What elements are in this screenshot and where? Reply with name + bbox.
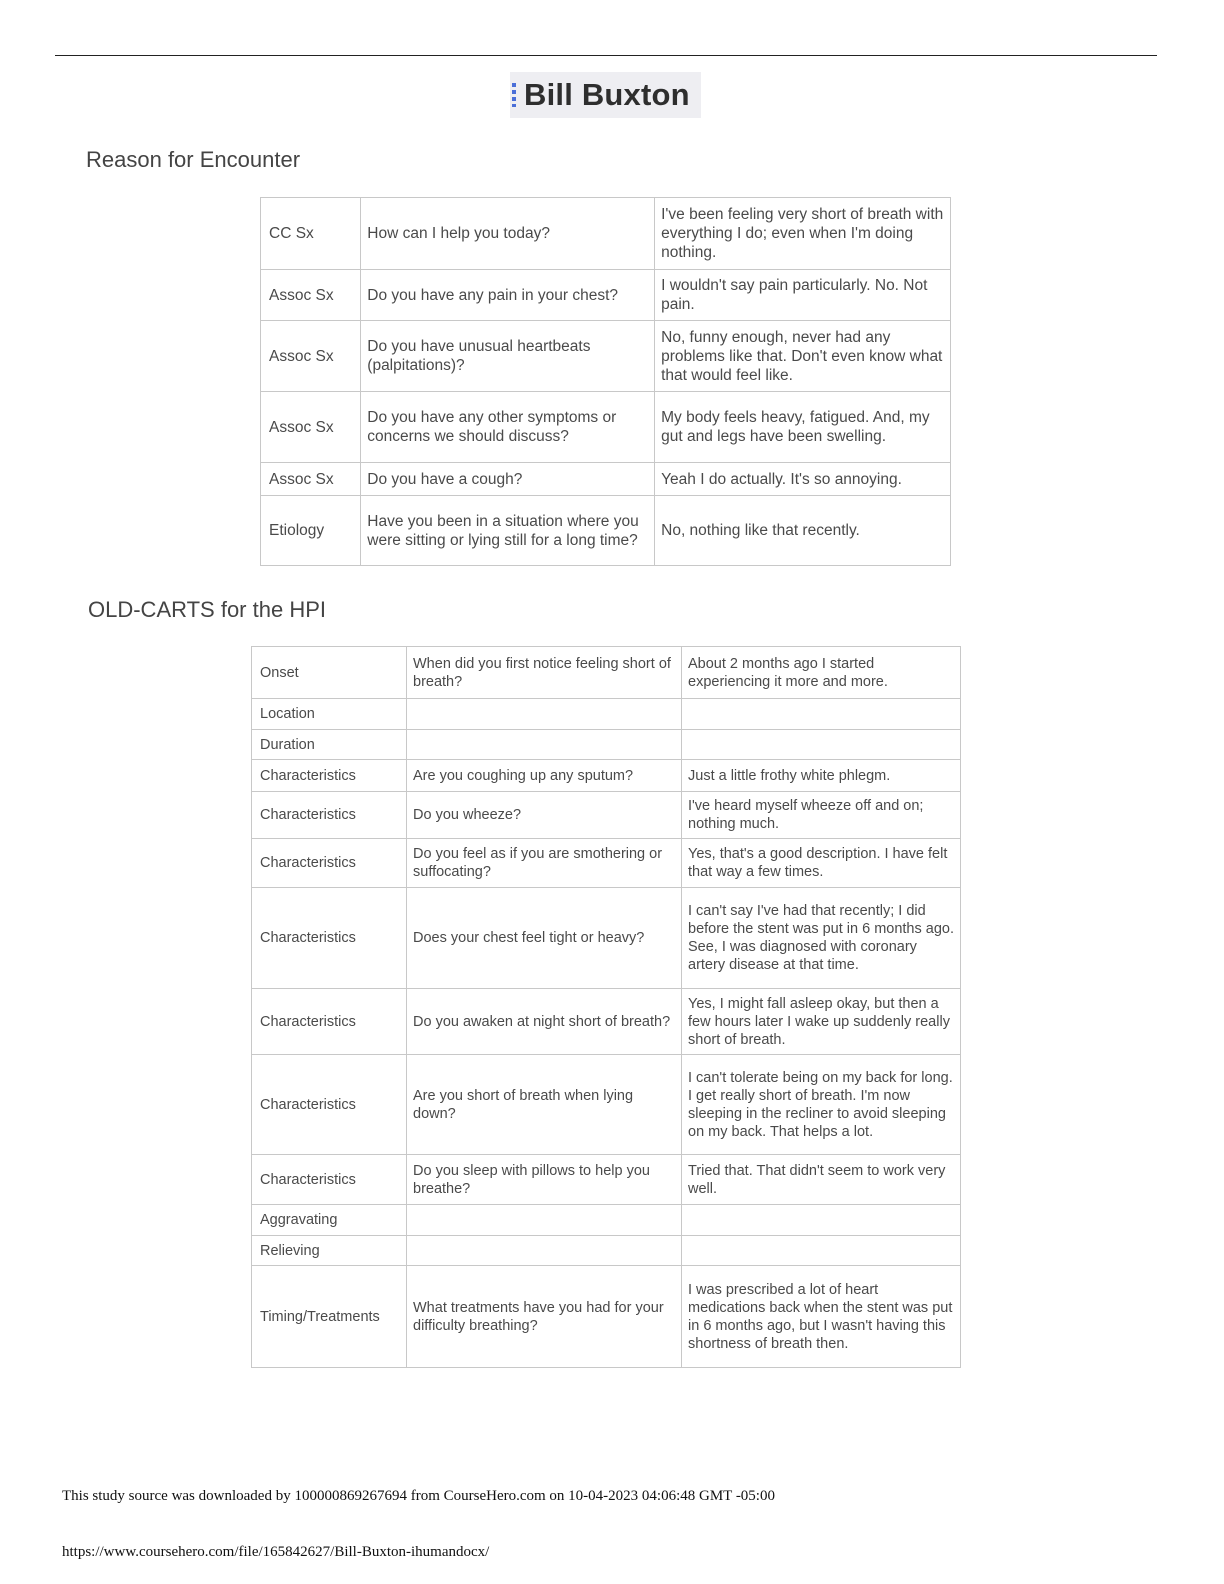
row-answer: No, funny enough, never had any problems like that. Don't even know what that would feel like.: [655, 321, 951, 392]
row-question: When did you first notice feeling short of breath?: [407, 647, 682, 699]
row-answer: Yes, that's a good description. I have felt that way a few times.: [682, 839, 961, 888]
table-row: [252, 1205, 961, 1236]
table-row: [261, 496, 951, 566]
row-type: Characteristics: [252, 1155, 407, 1205]
row-answer: I can't tolerate being on my back for long. I get really short of breath. I'm now sleeping in the recliner to avoid sleeping on my back. That helps a lot.: [682, 1055, 961, 1155]
row-type: Timing/Treatments: [252, 1266, 407, 1368]
row-answer: I can't say I've had that recently; I did before the stent was put in 6 months ago. See, I was diagnosed with coronary artery disease at that time.: [682, 888, 961, 989]
row-type: Aggravating: [252, 1205, 407, 1236]
row-type: Assoc Sx: [261, 463, 361, 496]
table-row: [252, 730, 961, 760]
table-row: [252, 1055, 961, 1155]
table-row: [261, 198, 951, 270]
encounter-heading: Reason for Encounter: [86, 147, 301, 172]
table-row: [252, 888, 961, 989]
row-type: Characteristics: [252, 792, 407, 839]
row-question: [407, 1236, 682, 1266]
row-question: Are you short of breath when lying down?: [407, 1055, 682, 1155]
table-row: [252, 699, 961, 730]
document-title: Bill Buxton: [524, 77, 690, 112]
row-type: Relieving: [252, 1236, 407, 1266]
table-row: [261, 270, 951, 321]
table-row: [261, 321, 951, 392]
row-answer: I've heard myself wheeze off and on; nothing much.: [682, 792, 961, 839]
row-answer: [682, 730, 961, 760]
row-question: Do you sleep with pillows to help you breathe?: [407, 1155, 682, 1205]
row-question: Do you feel as if you are smothering or suffocating?: [407, 839, 682, 888]
row-type: Characteristics: [252, 888, 407, 989]
row-type: Characteristics: [252, 1055, 407, 1155]
row-type: Characteristics: [252, 839, 407, 888]
row-type: CC Sx: [261, 198, 361, 270]
row-answer: My body feels heavy, fatigued. And, my gut and legs have been swelling.: [655, 392, 951, 463]
row-answer: [682, 1236, 961, 1266]
row-question: How can I help you today?: [361, 198, 655, 270]
row-question: Do you wheeze?: [407, 792, 682, 839]
hpi-table: [251, 646, 961, 1368]
row-question: Do you awaken at night short of breath?: [407, 989, 682, 1055]
row-type: Assoc Sx: [261, 392, 361, 463]
row-question: [407, 699, 682, 730]
table-row: [261, 463, 951, 496]
row-answer: Yes, I might fall asleep okay, but then a few hours later I wake up suddenly really short of breath.: [682, 989, 961, 1055]
row-answer: Yeah I do actually. It's so annoying.: [655, 463, 951, 496]
title-block[interactable]: [510, 72, 701, 118]
source-url[interactable]: https://www.coursehero.com/file/165842627/Bill-Buxton-ihumandocx/: [62, 1544, 490, 1560]
hpi-heading: OLD-CARTS for the HPI: [88, 597, 326, 622]
top-rule: [55, 55, 1157, 56]
row-answer: I was prescribed a lot of heart medications back when the stent was put in 6 months ago, but I wasn't having this shortness of breath then.: [682, 1266, 961, 1368]
drag-handle-icon[interactable]: [512, 83, 516, 107]
row-question: What treatments have you had for your difficulty breathing?: [407, 1266, 682, 1368]
row-answer: Tried that. That didn't seem to work very well.: [682, 1155, 961, 1205]
encounter-table: [260, 197, 951, 566]
row-question: Do you have a cough?: [361, 463, 655, 496]
table-row: [252, 1266, 961, 1368]
row-question: Are you coughing up any sputum?: [407, 760, 682, 792]
row-type: Onset: [252, 647, 407, 699]
row-answer: [682, 699, 961, 730]
table-row: [252, 760, 961, 792]
row-question: Does your chest feel tight or heavy?: [407, 888, 682, 989]
row-type: Characteristics: [252, 760, 407, 792]
table-row: [252, 839, 961, 888]
download-note: This study source was downloaded by 100000869267694 from CourseHero.com on 10-04-2023 04:06:48 GMT -05:00: [62, 1488, 775, 1504]
table-row: [252, 1236, 961, 1266]
table-row: [252, 1155, 961, 1205]
row-answer: About 2 months ago I started experiencing it more and more.: [682, 647, 961, 699]
row-answer: I wouldn't say pain particularly. No. Not pain.: [655, 270, 951, 321]
row-question: Do you have any pain in your chest?: [361, 270, 655, 321]
table-row: [252, 792, 961, 839]
row-question: Do you have any other symptoms or concerns we should discuss?: [361, 392, 655, 463]
row-answer: No, nothing like that recently.: [655, 496, 951, 566]
row-type: Characteristics: [252, 989, 407, 1055]
row-type: Assoc Sx: [261, 321, 361, 392]
row-question: [407, 730, 682, 760]
row-question: Do you have unusual heartbeats (palpitations)?: [361, 321, 655, 392]
row-type: Assoc Sx: [261, 270, 361, 321]
table-row: [261, 392, 951, 463]
row-type: Duration: [252, 730, 407, 760]
row-question: Have you been in a situation where you were sitting or lying still for a long time?: [361, 496, 655, 566]
row-answer: [682, 1205, 961, 1236]
row-question: [407, 1205, 682, 1236]
row-answer: Just a little frothy white phlegm.: [682, 760, 961, 792]
table-row: [252, 647, 961, 699]
table-row: [252, 989, 961, 1055]
row-type: Etiology: [261, 496, 361, 566]
row-answer: I've been feeling very short of breath with everything I do; even when I'm doing nothing.: [655, 198, 951, 270]
row-type: Location: [252, 699, 407, 730]
